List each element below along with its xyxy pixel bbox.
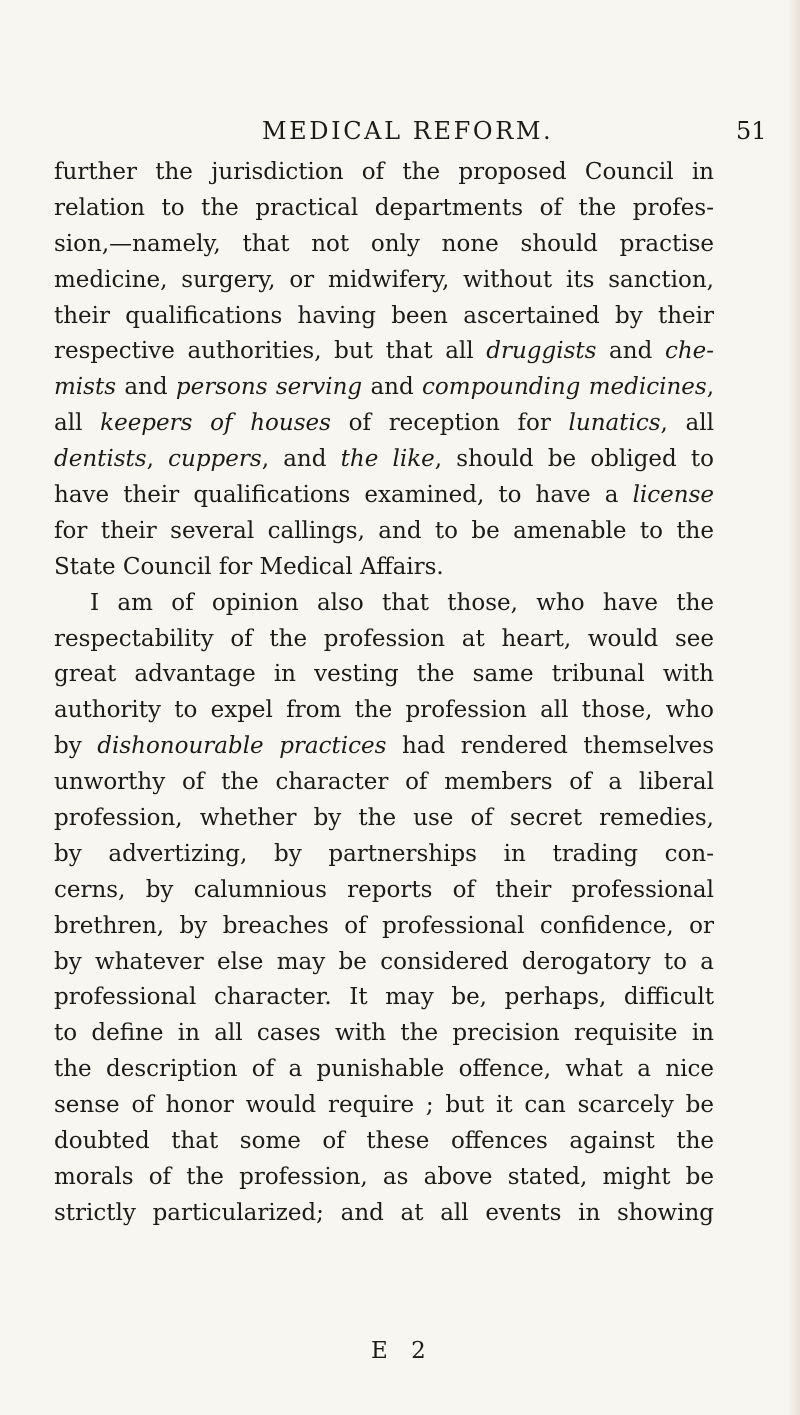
italic-text: che- bbox=[664, 338, 715, 365]
text-run: had rendered themselves bbox=[386, 733, 714, 760]
signature-mark: E 2 bbox=[371, 1338, 434, 1364]
text-run: , all bbox=[660, 410, 714, 437]
text-run: sense of honor would require ; but it can scarcely be bbox=[54, 1092, 714, 1119]
text-line bbox=[54, 1160, 714, 1196]
text-run: of reception for bbox=[330, 410, 569, 437]
page-number: 51 bbox=[736, 117, 767, 145]
text-line bbox=[54, 550, 714, 586]
italic-text: the like bbox=[340, 446, 435, 473]
text-run: their qualifications having been ascertained by their bbox=[54, 302, 714, 329]
text-line bbox=[54, 442, 714, 478]
text-run: I am of opinion also that those, who have the bbox=[90, 589, 714, 616]
text-line bbox=[54, 693, 714, 729]
text-run: , and bbox=[261, 446, 341, 473]
text-line bbox=[54, 370, 714, 406]
text-run: , bbox=[706, 374, 714, 401]
page-edge bbox=[788, 0, 800, 1415]
body-text bbox=[54, 155, 714, 1232]
text-line bbox=[54, 1124, 714, 1160]
italic-text: license bbox=[632, 482, 714, 509]
text-run: , should be obliged to bbox=[434, 446, 714, 473]
text-run: morals of the profession, as above stated, might be bbox=[54, 1163, 714, 1190]
text-line bbox=[54, 155, 714, 191]
text-run: have their qualifications examined, to have a bbox=[54, 482, 633, 509]
running-head bbox=[0, 116, 800, 146]
text-run: by advertizing, by partnerships in trading con- bbox=[54, 840, 714, 867]
text-run: strictly particularized; and at all events in showing bbox=[54, 1199, 714, 1226]
text-line bbox=[54, 478, 714, 514]
text-run: professional character. It may be, perhaps, difficult bbox=[54, 984, 714, 1011]
text-run: to define in all cases with the precision requisite in bbox=[54, 1020, 714, 1047]
text-line bbox=[54, 622, 714, 658]
running-title: MEDICAL REFORM. bbox=[262, 117, 554, 145]
text-line bbox=[54, 406, 714, 442]
text-run: by whatever else may be considered derogatory to a bbox=[54, 948, 714, 975]
text-run: unworthy of the character of members of a liberal bbox=[54, 769, 714, 796]
text-line bbox=[54, 227, 714, 263]
text-line bbox=[54, 980, 714, 1016]
text-run: State Council for Medical Affairs. bbox=[54, 553, 444, 580]
italic-text: compounding medicines bbox=[422, 374, 707, 401]
text-line bbox=[54, 765, 714, 801]
text-run: respective authorities, but that all bbox=[54, 338, 487, 365]
text-run: further the jurisdiction of the proposed Council in bbox=[54, 159, 714, 185]
text-run: all bbox=[54, 410, 101, 437]
text-line bbox=[54, 334, 714, 370]
text-run: sion,—namely, that not only none should practise bbox=[54, 230, 714, 257]
text-line bbox=[54, 1196, 714, 1232]
text-run: respectability of the profession at heart, would see bbox=[54, 625, 714, 652]
italic-text: persons serving bbox=[175, 374, 363, 401]
text-run: by bbox=[54, 733, 98, 760]
italic-text: cuppers bbox=[168, 446, 262, 473]
italic-text: dishonourable practices bbox=[97, 733, 387, 760]
text-line bbox=[54, 514, 714, 550]
text-run: for their several callings, and to be amenable to the bbox=[54, 517, 714, 544]
text-run: relation to the practical departments of the profes- bbox=[54, 194, 714, 221]
text-line bbox=[54, 801, 714, 837]
text-line bbox=[54, 909, 714, 945]
text-run: brethren, by breaches of professional confidence, or bbox=[54, 912, 714, 939]
text-run: , bbox=[146, 446, 169, 473]
text-run: authority to expel from the profession all those, who bbox=[54, 697, 714, 724]
text-run: great advantage in vesting the same tribunal with bbox=[54, 661, 714, 688]
text-run: medicine, surgery, or midwifery, without its sanction, bbox=[54, 266, 714, 293]
text-run: profession, whether by the use of secret remedies, bbox=[54, 805, 714, 832]
text-run: and bbox=[116, 374, 176, 401]
text-line bbox=[54, 586, 714, 622]
italic-text: dentists bbox=[54, 446, 147, 473]
text-run: and bbox=[596, 338, 665, 365]
text-run: cerns, by calumnious reports of their professional bbox=[54, 876, 714, 903]
text-line bbox=[54, 1088, 714, 1124]
text-line bbox=[54, 873, 714, 909]
italic-text: lunatics bbox=[568, 410, 661, 437]
text-line bbox=[54, 1016, 714, 1052]
text-run: doubted that some of these offences against the bbox=[54, 1128, 714, 1155]
text-line bbox=[54, 657, 714, 693]
text-line bbox=[54, 263, 714, 299]
text-line bbox=[54, 837, 714, 873]
text-line bbox=[54, 191, 714, 227]
text-run: and bbox=[362, 374, 423, 401]
text-line bbox=[54, 729, 714, 765]
text-run: the description of a punishable offence, what a nice bbox=[54, 1056, 714, 1083]
italic-text: keepers of houses bbox=[100, 410, 331, 437]
italic-text: druggists bbox=[486, 338, 597, 365]
text-line bbox=[54, 299, 714, 335]
italic-text: mists bbox=[54, 374, 117, 401]
text-line bbox=[54, 945, 714, 981]
text-line bbox=[54, 1052, 714, 1088]
